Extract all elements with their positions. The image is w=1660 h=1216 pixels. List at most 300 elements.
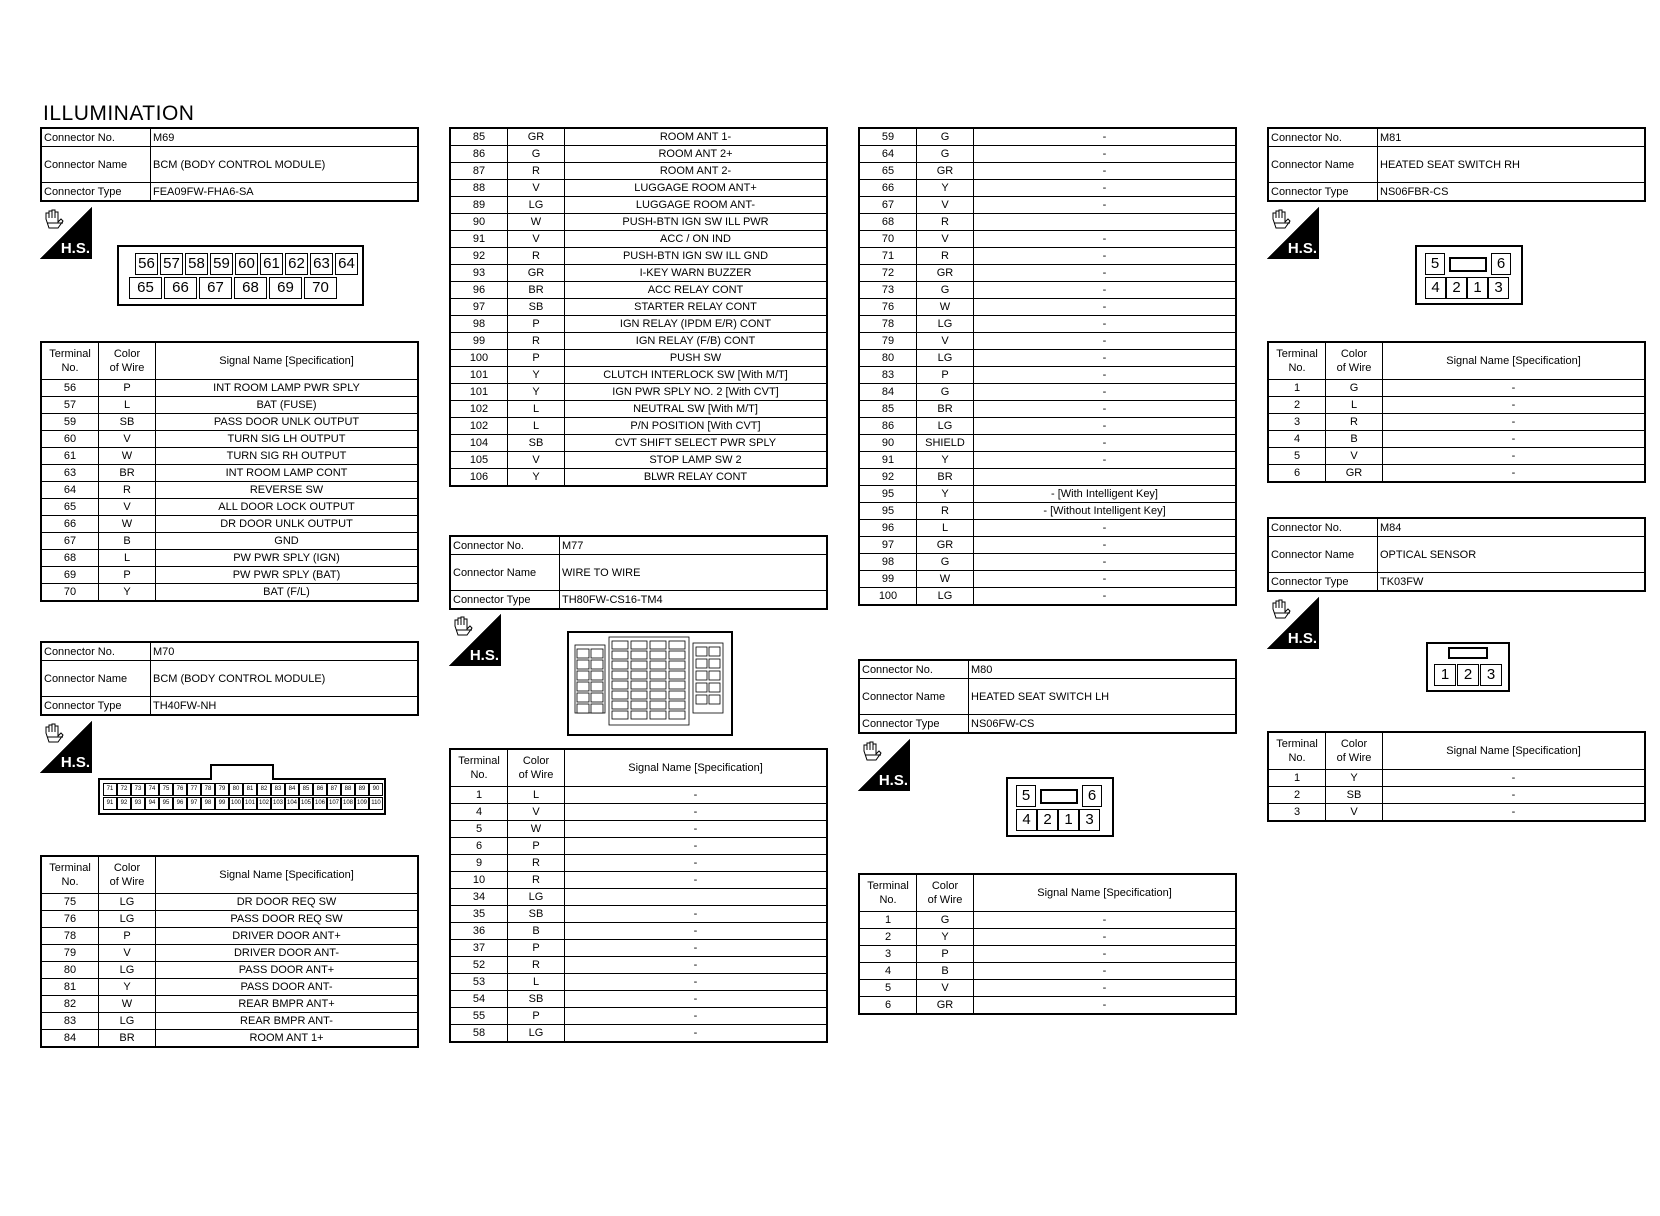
harness-side-icon (40, 207, 92, 259)
color-cell: R (508, 248, 565, 265)
terminal-cell: 80 (859, 350, 917, 367)
color-cell: Y (508, 367, 565, 384)
table-row (1268, 465, 1645, 483)
table-row (41, 414, 418, 431)
color-cell: V (1326, 448, 1383, 465)
connector-pin: 3 (1488, 277, 1509, 299)
signal-cell: - (565, 957, 828, 974)
color-cell: P (917, 946, 974, 963)
terminal-cell: 1 (859, 912, 917, 929)
connector-pin: 61 (260, 253, 283, 275)
connector-pin: 59 (210, 253, 233, 275)
signal-cell: - (1383, 804, 1646, 822)
color-cell: G (917, 554, 974, 571)
connector-pin: 87 (327, 783, 341, 796)
color-cell: V (99, 945, 156, 962)
label-connector-no: Connector No. (41, 128, 151, 147)
label-connector-name: Connector Name (41, 661, 151, 697)
color-cell: GR (508, 265, 565, 282)
connector-pin: 68 (234, 277, 267, 299)
color-cell: GR (917, 997, 974, 1015)
signal-cell: - (974, 452, 1237, 469)
signal-cell: PASS DOOR UNLK OUTPUT (156, 414, 419, 431)
signal-cell: - (974, 128, 1237, 146)
color-cell: V (508, 804, 565, 821)
color-cell: SB (508, 991, 565, 1008)
color-cell: GR (917, 163, 974, 180)
signal-cell: - (974, 963, 1237, 980)
connector-name-value: OPTICAL SENSOR (1378, 537, 1646, 573)
color-cell: G (917, 384, 974, 401)
color-cell: LG (99, 962, 156, 979)
connector-type-value: NS06FBR-CS (1378, 183, 1646, 202)
table-row (41, 397, 418, 414)
terminal-cell: 79 (41, 945, 99, 962)
terminal-cell: 75 (41, 894, 99, 911)
harness-side-icon (1267, 597, 1319, 649)
signal-cell: - (565, 821, 828, 838)
connector-face-m70 (98, 778, 386, 815)
connector-latch (1040, 789, 1078, 804)
table-row (859, 214, 1236, 231)
connector-no-value: M80 (969, 660, 1237, 679)
table-row (859, 231, 1236, 248)
hand-icon (452, 616, 476, 638)
table-row (859, 520, 1236, 537)
table-row (41, 962, 418, 979)
label-connector-type: Connector Type (41, 183, 151, 202)
terminal-cell: 90 (450, 214, 508, 231)
color-cell: V (1326, 804, 1383, 822)
table-row (859, 980, 1236, 997)
terminal-cell: 105 (450, 452, 508, 469)
terminal-cell: 71 (859, 248, 917, 265)
hand-icon (861, 741, 885, 763)
color-cell: G (917, 282, 974, 299)
table-row (41, 1013, 418, 1030)
terminal-cell: 56 (41, 380, 99, 397)
signal-cell: - [With Intelligent Key] (974, 486, 1237, 503)
color-cell: GR (917, 265, 974, 282)
table-row (450, 265, 827, 282)
color-cell: B (917, 963, 974, 980)
color-cell: W (917, 571, 974, 588)
connector-pin: 66 (164, 277, 197, 299)
table-row (859, 929, 1236, 946)
signal-cell: - (565, 1025, 828, 1043)
signal-cell: TURN SIG LH OUTPUT (156, 431, 419, 448)
table-row (859, 180, 1236, 197)
table-row (450, 214, 827, 231)
connector-pin: 108 (341, 797, 355, 810)
color-cell: SHIELD (917, 435, 974, 452)
connector-pin: 2 (1457, 664, 1479, 686)
harness-side-icon (449, 614, 501, 666)
terminal-cell: 101 (450, 367, 508, 384)
terminal-cell: 98 (859, 554, 917, 571)
connector-pin: 1 (1467, 277, 1488, 299)
connector-info-m77 (449, 535, 828, 610)
table-row (1268, 787, 1645, 804)
terminal-cell: 6 (859, 997, 917, 1015)
label-connector-no: Connector No. (450, 536, 560, 555)
signal-cell: INT ROOM LAMP CONT (156, 465, 419, 482)
signal-cell: DRIVER DOOR ANT- (156, 945, 419, 962)
color-cell: SB (508, 906, 565, 923)
connector-pin: 95 (159, 797, 173, 810)
table-row (41, 911, 418, 928)
signal-cell: REVERSE SW (156, 482, 419, 499)
terminal-cell: 35 (450, 906, 508, 923)
signal-cell: PASS DOOR REQ SW (156, 911, 419, 928)
color-cell: Y (917, 929, 974, 946)
signal-cell: - (974, 929, 1237, 946)
color-cell: B (99, 533, 156, 550)
terminal-cell: 64 (859, 146, 917, 163)
table-row (450, 1025, 827, 1043)
connector-pin: 99 (215, 797, 229, 810)
table-row (450, 821, 827, 838)
pin-table-m81 (1267, 341, 1646, 483)
terminal-cell: 81 (41, 979, 99, 996)
connector-pin: 106 (313, 797, 327, 810)
label-connector-type: Connector Type (859, 715, 969, 734)
signal-cell: IGN RELAY (F/B) CONT (565, 333, 828, 350)
page-title: ILLUMINATION (43, 102, 195, 125)
table-row (450, 855, 827, 872)
table-row (859, 163, 1236, 180)
connector-pin: 69 (269, 277, 302, 299)
terminal-cell: 86 (450, 146, 508, 163)
color-cell: P (99, 928, 156, 945)
color-cell: P (508, 940, 565, 957)
connector-pin: 85 (299, 783, 313, 796)
color-cell: V (917, 333, 974, 350)
color-cell: P (508, 1008, 565, 1025)
terminal-cell: 9 (450, 855, 508, 872)
signal-cell: - (974, 554, 1237, 571)
connector-type-value: TH80FW-CS16-TM4 (560, 591, 828, 610)
color-cell: R (1326, 414, 1383, 431)
terminal-cell: 61 (41, 448, 99, 465)
table-row (450, 197, 827, 214)
terminal-cell: 91 (859, 452, 917, 469)
terminal-cell: 76 (859, 299, 917, 316)
connector-pin: 94 (145, 797, 159, 810)
table-row (450, 940, 827, 957)
table-row (41, 482, 418, 499)
label-connector-name: Connector Name (859, 679, 969, 715)
terminal-cell: 97 (450, 299, 508, 316)
table-row (450, 367, 827, 384)
terminal-cell: 52 (450, 957, 508, 974)
color-cell: Y (1326, 770, 1383, 787)
hand-icon (43, 209, 67, 231)
color-cell: BR (99, 465, 156, 482)
terminal-cell: 63 (41, 465, 99, 482)
terminal-cell: 1 (1268, 380, 1326, 397)
col-terminal: Terminal No. (450, 749, 508, 787)
terminal-cell: 102 (450, 418, 508, 435)
signal-cell: - (565, 991, 828, 1008)
table-row (41, 550, 418, 567)
connector-face-m84 (1426, 642, 1510, 692)
table-row (1268, 804, 1645, 822)
table-row (859, 435, 1236, 452)
terminal-cell: 3 (1268, 414, 1326, 431)
table-row (450, 401, 827, 418)
color-cell: Y (508, 384, 565, 401)
color-cell: P (508, 316, 565, 333)
connector-pin: 4 (1016, 809, 1037, 831)
connector-pin: 110 (369, 797, 383, 810)
col-color: Color of Wire (1326, 342, 1383, 380)
color-cell: GR (917, 537, 974, 554)
table-row (450, 231, 827, 248)
col-signal: Signal Name [Specification] (156, 856, 419, 894)
signal-cell: - (1383, 465, 1646, 483)
terminal-cell: 67 (859, 197, 917, 214)
harness-side-icon (858, 739, 910, 791)
color-cell: R (508, 872, 565, 889)
connector-pin: 98 (201, 797, 215, 810)
terminal-cell: 82 (41, 996, 99, 1013)
hs-label: H.S. (878, 772, 908, 789)
col-color: Color of Wire (99, 342, 156, 380)
signal-cell: BAT (FUSE) (156, 397, 419, 414)
label-connector-name: Connector Name (1268, 147, 1378, 183)
signal-cell: PW PWR SPLY (BAT) (156, 567, 419, 584)
color-cell: L (508, 787, 565, 804)
connector-no-value: M69 (151, 128, 419, 147)
terminal-cell: 59 (859, 128, 917, 146)
table-row (859, 350, 1236, 367)
table-row (450, 146, 827, 163)
label-connector-no: Connector No. (859, 660, 969, 679)
table-row (1268, 414, 1645, 431)
signal-cell: - (974, 299, 1237, 316)
table-row (859, 503, 1236, 520)
signal-cell: - (565, 787, 828, 804)
signal-cell: ALL DOOR LOCK OUTPUT (156, 499, 419, 516)
color-cell: R (508, 957, 565, 974)
signal-cell: PUSH-BTN IGN SW ILL GND (565, 248, 828, 265)
terminal-cell: 2 (859, 929, 917, 946)
pin-table-m77 (449, 748, 828, 1043)
table-row (450, 350, 827, 367)
pin-table-m69 (40, 341, 419, 602)
color-cell: R (508, 855, 565, 872)
table-row (859, 197, 1236, 214)
color-cell: Y (917, 452, 974, 469)
col-terminal: Terminal No. (41, 856, 99, 894)
color-cell: BR (917, 401, 974, 418)
table-row (450, 1008, 827, 1025)
terminal-cell: 86 (859, 418, 917, 435)
connector-face-m77 (567, 631, 733, 736)
col-signal: Signal Name [Specification] (565, 749, 828, 787)
terminal-cell: 1 (450, 787, 508, 804)
label-connector-no: Connector No. (41, 642, 151, 661)
connector-pin: 65 (129, 277, 162, 299)
terminal-cell: 78 (41, 928, 99, 945)
signal-cell: IGN PWR SPLY NO. 2 [With CVT] (565, 384, 828, 401)
terminal-cell: 99 (450, 333, 508, 350)
table-row (41, 533, 418, 550)
terminal-cell: 55 (450, 1008, 508, 1025)
signal-cell: ROOM ANT 1+ (156, 1030, 419, 1048)
signal-cell: - (565, 838, 828, 855)
color-cell: LG (508, 197, 565, 214)
connector-pin: 67 (199, 277, 232, 299)
connector-face-m81 (1415, 245, 1523, 305)
color-cell: L (508, 974, 565, 991)
table-row (41, 431, 418, 448)
color-cell: R (99, 482, 156, 499)
connector-face-m69 (117, 245, 364, 306)
signal-cell: - (974, 350, 1237, 367)
color-cell: B (1326, 431, 1383, 448)
table-row (450, 180, 827, 197)
connector-pin: 104 (285, 797, 299, 810)
pin-table-m84 (1267, 731, 1646, 822)
signal-cell: - (974, 418, 1237, 435)
table-row (450, 435, 827, 452)
connector-pin: 83 (271, 783, 285, 796)
signal-cell: CVT SHIFT SELECT PWR SPLY (565, 435, 828, 452)
label-connector-name: Connector Name (41, 147, 151, 183)
color-cell: W (508, 214, 565, 231)
connector-info-m69 (40, 127, 419, 202)
color-cell: G (508, 146, 565, 163)
table-row (859, 282, 1236, 299)
terminal-cell: 73 (859, 282, 917, 299)
table-row (859, 146, 1236, 163)
signal-cell: - (974, 180, 1237, 197)
signal-cell: - (974, 282, 1237, 299)
color-cell: L (99, 550, 156, 567)
terminal-cell: 97 (859, 537, 917, 554)
color-cell: R (917, 214, 974, 231)
signal-cell: - (974, 537, 1237, 554)
signal-cell: LUGGAGE ROOM ANT+ (565, 180, 828, 197)
table-row (859, 588, 1236, 606)
connector-pin: 72 (117, 783, 131, 796)
terminal-cell: 4 (859, 963, 917, 980)
connector-name-value: WIRE TO WIRE (560, 555, 828, 591)
terminal-cell: 64 (41, 482, 99, 499)
signal-cell: IGN RELAY (IPDM E/R) CONT (565, 316, 828, 333)
signal-cell: - (974, 163, 1237, 180)
color-cell: G (917, 146, 974, 163)
pin-table-m70-continued (449, 127, 828, 487)
terminal-cell: 59 (41, 414, 99, 431)
signal-cell: - (565, 940, 828, 957)
connector-pin: 107 (327, 797, 341, 810)
terminal-cell: 76 (41, 911, 99, 928)
terminal-cell: 96 (859, 520, 917, 537)
connector-pin: 3 (1079, 809, 1100, 831)
terminal-cell: 106 (450, 469, 508, 487)
color-cell: LG (917, 350, 974, 367)
label-connector-type: Connector Type (1268, 183, 1378, 202)
terminal-cell: 53 (450, 974, 508, 991)
signal-cell: PUSH-BTN IGN SW ILL PWR (565, 214, 828, 231)
table-row (450, 974, 827, 991)
signal-cell: - (1383, 380, 1646, 397)
label-connector-no: Connector No. (1268, 518, 1378, 537)
color-cell: Y (99, 979, 156, 996)
color-cell: W (917, 299, 974, 316)
color-cell: P (508, 838, 565, 855)
color-cell: R (917, 248, 974, 265)
table-row (450, 384, 827, 401)
col-color: Color of Wire (917, 874, 974, 912)
table-row (41, 979, 418, 996)
color-cell: R (917, 503, 974, 520)
hs-label: H.S. (60, 754, 90, 771)
terminal-cell: 91 (450, 231, 508, 248)
connector-info-m84 (1267, 517, 1646, 592)
color-cell: L (1326, 397, 1383, 414)
terminal-cell: 5 (1268, 448, 1326, 465)
signal-cell: ROOM ANT 1- (565, 128, 828, 146)
terminal-cell: 78 (859, 316, 917, 333)
signal-cell: GND (156, 533, 419, 550)
connector-pin: 64 (335, 253, 358, 275)
signal-cell (565, 889, 828, 906)
terminal-cell: 6 (1268, 465, 1326, 483)
table-row (41, 945, 418, 962)
color-cell: LG (99, 911, 156, 928)
signal-cell: PW PWR SPLY (IGN) (156, 550, 419, 567)
terminal-cell: 100 (859, 588, 917, 606)
signal-cell: P/N POSITION [With CVT] (565, 418, 828, 435)
signal-cell: - (565, 974, 828, 991)
connector-pin: 88 (341, 783, 355, 796)
table-row (1268, 448, 1645, 465)
table-row (859, 333, 1236, 350)
color-cell: LG (917, 316, 974, 333)
color-cell: G (917, 128, 974, 146)
connector-pin: 89 (355, 783, 369, 796)
color-cell: P (917, 367, 974, 384)
col-color: Color of Wire (99, 856, 156, 894)
connector-latch (1448, 647, 1488, 659)
table-row (859, 963, 1236, 980)
table-row (450, 991, 827, 1008)
terminal-cell: 4 (1268, 431, 1326, 448)
hs-label: H.S. (469, 647, 499, 664)
connector-pin: 105 (299, 797, 313, 810)
connector-pin: 84 (285, 783, 299, 796)
connector-pin: 63 (310, 253, 333, 275)
signal-cell: - (974, 997, 1237, 1015)
connector-pin: 96 (173, 797, 187, 810)
signal-cell: DRIVER DOOR ANT+ (156, 928, 419, 945)
terminal-cell: 92 (859, 469, 917, 486)
color-cell: BR (99, 1030, 156, 1048)
color-cell: V (917, 197, 974, 214)
connector-pin: 5 (1016, 785, 1036, 807)
color-cell: V (99, 431, 156, 448)
color-cell: V (508, 180, 565, 197)
connector-info-m70 (40, 641, 419, 716)
connector-pin: 71 (103, 783, 117, 796)
connector-pin: 109 (355, 797, 369, 810)
terminal-cell: 36 (450, 923, 508, 940)
signal-cell: LUGGAGE ROOM ANT- (565, 197, 828, 214)
